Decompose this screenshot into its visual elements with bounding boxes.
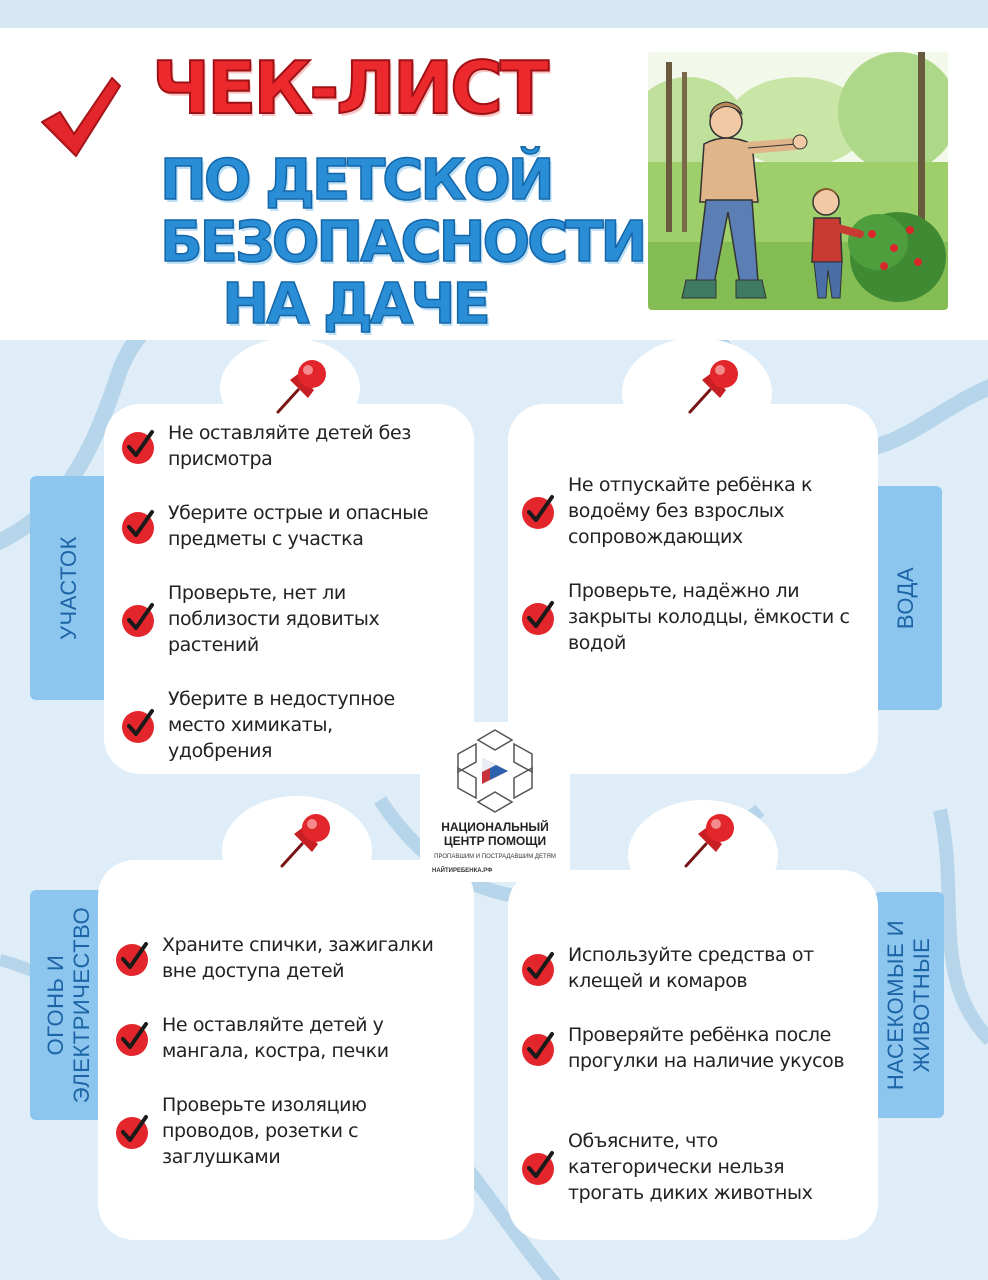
logo-name — [420, 820, 570, 848]
list-item — [518, 578, 868, 656]
organization-logo — [420, 722, 570, 882]
list-item — [118, 500, 463, 552]
item-text: Проверьте, нет ли поблизости ядовитых растений — [168, 582, 380, 656]
list-item — [118, 420, 463, 472]
item-text: Проверьте изоляцию проводов, розетки с заглушками — [162, 1094, 367, 1168]
item-text: Используйте средства от клещей и комаров — [568, 944, 814, 992]
check-circle-icon — [518, 597, 558, 637]
tab-label: ОГОНЬ И ЭЛЕКТРИЧЕСТВО — [43, 906, 95, 1104]
logo-name-line: НАЦИОНАЛЬНЫЙ — [441, 820, 549, 834]
tab-fire — [30, 890, 108, 1120]
item-text: Проверьте, надёжно ли закрыты колодцы, ёмкости с водой — [568, 580, 850, 654]
tab-plot — [30, 476, 108, 700]
list-item — [112, 1092, 467, 1170]
title: ЧЕК-ЛИСТ — [152, 46, 547, 130]
list-item — [518, 472, 868, 550]
check-circle-icon — [112, 1111, 152, 1151]
check-circle-icon — [118, 506, 158, 546]
list-item — [518, 1022, 868, 1074]
subtitle-line: БЕЗОПАСНОСТИ — [160, 210, 645, 275]
check-circle-icon — [112, 1018, 152, 1058]
subtitle — [160, 148, 645, 337]
item-text: Не оставляйте детей у мангала, костра, печки — [162, 1014, 389, 1062]
list-item — [518, 1128, 868, 1206]
hexagon-logo-icon — [452, 726, 538, 816]
check-circle-icon — [518, 1147, 558, 1187]
subtitle-line: НА ДАЧЕ — [222, 272, 488, 337]
top-band — [0, 0, 988, 28]
item-text: Храните спички, зажигалки вне доступа детей — [162, 934, 434, 982]
check-circle-icon — [118, 599, 158, 639]
tab-label: УЧАСТОК — [56, 536, 81, 640]
list-item — [112, 1012, 467, 1064]
check-circle-icon — [112, 938, 152, 978]
tab-label: НАСЕКОМЫЕ И ЖИВОТНЫЕ — [883, 919, 935, 1091]
list-item — [118, 686, 463, 764]
push-pin-icon — [676, 804, 746, 874]
list-item — [118, 580, 463, 658]
push-pin-icon — [268, 350, 338, 420]
logo-tagline: ПРОПАВШИМ И ПОСТРАДАВШИМ ДЕТЯМ — [434, 854, 556, 860]
check-circle-icon — [518, 1028, 558, 1068]
check-circle-icon — [518, 948, 558, 988]
check-circle-icon — [518, 491, 558, 531]
check-circle-icon — [118, 705, 158, 745]
logo-site: НАЙТИРЕБЕНКА.РФ — [432, 868, 493, 874]
item-text: Проверяйте ребёнка после прогулки на наличие укусов — [568, 1024, 845, 1072]
check-circle-icon — [118, 426, 158, 466]
item-text: Не оставляйте детей без присмотра — [168, 422, 411, 470]
item-text: Уберите острые и опасные предметы с участка — [168, 502, 429, 550]
item-text: Уберите в недоступное место химикаты, удобрения — [168, 688, 395, 762]
tab-insects — [874, 892, 944, 1118]
big-check-icon — [38, 72, 122, 162]
tab-water — [870, 486, 942, 710]
logo-name-line: ЦЕНТР ПОМОЩИ — [443, 834, 547, 848]
subtitle-line: ПО ДЕТСКОЙ — [160, 148, 552, 213]
push-pin-icon — [272, 804, 342, 874]
illustration-image — [648, 52, 948, 310]
push-pin-icon — [680, 350, 750, 420]
tab-label: ВОДА — [893, 566, 918, 630]
list-item — [112, 932, 467, 984]
list-item — [518, 942, 868, 994]
item-text: Не отпускайте ребёнка к водоёму без взрослых сопровождающих — [568, 474, 813, 548]
item-text: Объясните, что категорически нельзя трогать диких животных — [568, 1130, 813, 1204]
